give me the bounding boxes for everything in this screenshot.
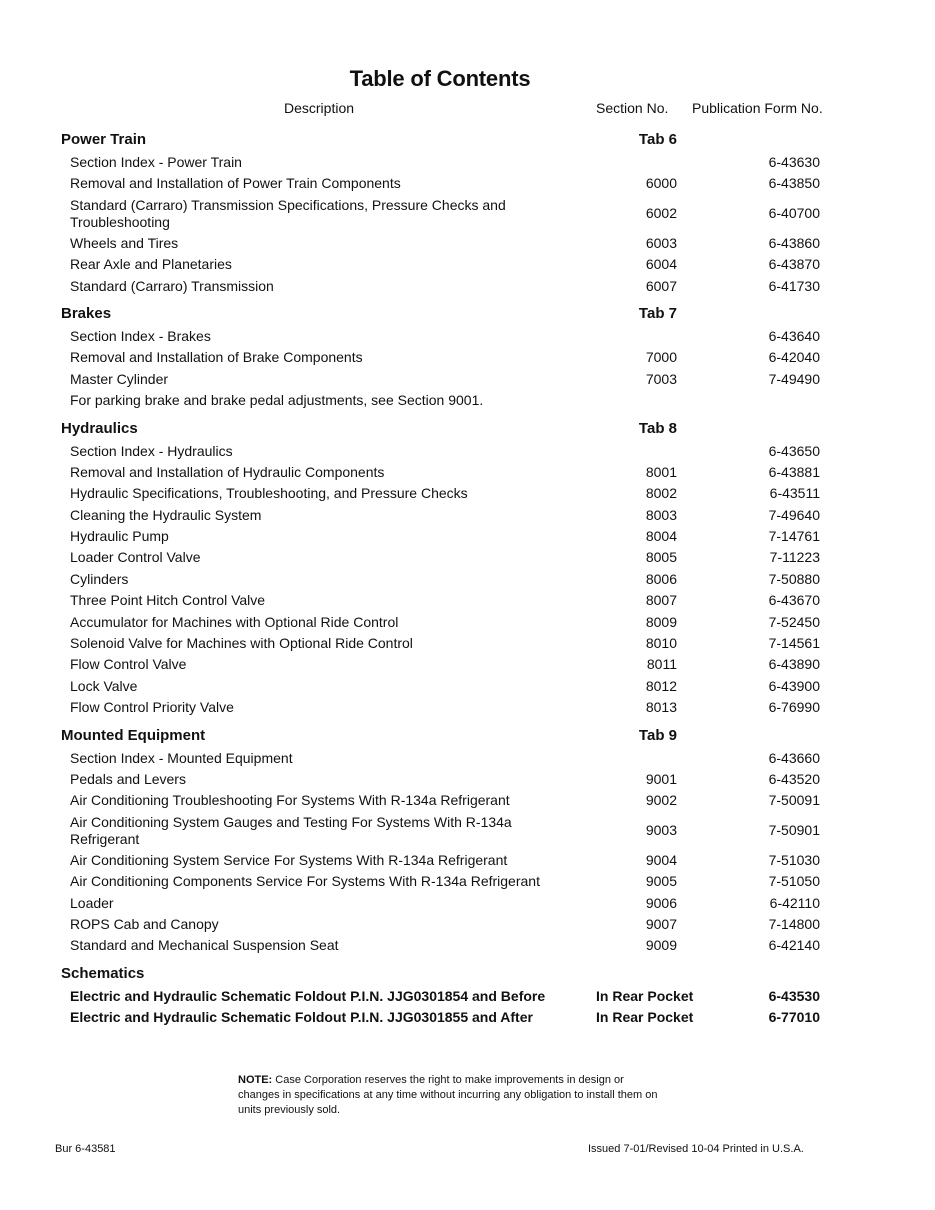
entry-form-no: 7-51030 [768, 851, 820, 868]
toc-entry [0, 347, 935, 368]
entry-description: Section Index - Mounted Equipment [70, 749, 293, 766]
toc-entry [0, 935, 935, 956]
entry-section-no: 8003 [645, 506, 677, 523]
section-name: Schematics [61, 964, 145, 982]
entry-form-no: 6-76990 [768, 699, 820, 716]
entry-description: Standard and Mechanical Suspension Seat [70, 937, 339, 954]
section-heading-power-train [0, 128, 935, 152]
entry-section-no: 6004 [645, 256, 677, 273]
note [238, 1073, 658, 1118]
note-label: NOTE: [238, 1074, 273, 1086]
entry-description: Flow Control Priority Valve [70, 699, 234, 716]
entry-description: Standard (Carraro) Transmission Specifications, Pressure Checks and Troubleshooting [70, 196, 506, 230]
section-name: Mounted Equipment [61, 726, 206, 744]
toc-entry [0, 483, 935, 504]
entry-description: For parking brake and brake pedal adjustments, see Section 9001. [70, 392, 484, 409]
entry-description: Electric and Hydraulic Schematic Foldout P.I.N. JJG0301855 and After [70, 1009, 533, 1026]
toc-entry [0, 173, 935, 194]
entry-description: Electric and Hydraulic Schematic Foldout P.I.N. JJG0301854 and Before [70, 987, 546, 1004]
toc-entry [0, 326, 935, 347]
entry-section-no: 8011 [646, 656, 677, 673]
entry-description: Standard (Carraro) Transmission [70, 277, 274, 294]
section-heading-hydraulics [0, 417, 935, 441]
toc-entry [0, 569, 935, 590]
entry-form-no: 6-43890 [768, 656, 820, 673]
entry-form-no: 6-43511 [769, 485, 820, 502]
toc-entry [0, 612, 935, 633]
column-header-description: Description [284, 100, 355, 116]
toc-entry [0, 369, 935, 390]
entry-description: Section Index - Power Train [70, 154, 242, 170]
entry-description: Loader Control Valve [70, 549, 201, 566]
section-heading-brakes [0, 302, 935, 326]
toc-entry [0, 276, 935, 297]
entry-description: Removal and Installation of Hydraulic Components [70, 463, 385, 480]
entry-form-no: 7-14761 [768, 528, 820, 545]
column-header-publication-form-no: Publication Form No. [692, 100, 823, 116]
toc-entry [0, 152, 935, 173]
entry-section-no: 9006 [645, 894, 677, 911]
toc-entry [0, 676, 935, 697]
entry-description: Pedals and Levers [70, 770, 186, 787]
entry-description: Section Index - Brakes [70, 327, 211, 344]
entry-section-no: 8001 [645, 463, 677, 480]
entry-form-no: 7-50901 [768, 821, 820, 838]
entry-form-no: 6-43870 [768, 256, 820, 273]
section-name: Hydraulics [61, 419, 138, 437]
entry-form-no: 6-40700 [768, 204, 820, 221]
entry-section-no: 8009 [645, 613, 677, 630]
entry-form-no: 6-43881 [768, 463, 820, 480]
entry-description: Air Conditioning System Service For Systems With R-134a Refrigerant [70, 851, 508, 868]
table-of-contents [0, 128, 935, 1029]
entry-section-no: 9005 [645, 873, 677, 890]
entry-section-no: 7000 [645, 349, 677, 366]
entry-section-no: In Rear Pocket [596, 987, 694, 1004]
page-title: Table of Contents [349, 66, 531, 91]
entry-form-no: 7-52450 [768, 613, 820, 630]
entry-section-no: 8012 [645, 677, 677, 694]
entry-section-no: 8002 [645, 485, 677, 502]
entry-description: Cleaning the Hydraulic System [70, 506, 262, 523]
entry-description: Lock Valve [70, 677, 138, 694]
entry-form-no: 6-43530 [768, 987, 820, 1004]
entry-form-no: 7-50880 [768, 570, 820, 587]
column-headers [0, 100, 935, 120]
column-header-section-no: Section No. [596, 100, 669, 116]
entry-section-no: 9007 [645, 915, 677, 932]
entry-form-no: 6-43670 [768, 592, 820, 609]
entry-form-no: 6-43520 [768, 770, 820, 787]
toc-entry [0, 254, 935, 275]
entry-section-no: 9009 [645, 937, 677, 954]
entry-description: Master Cylinder [70, 370, 169, 387]
entry-description: Flow Control Valve [70, 656, 187, 673]
entry-description: Hydraulic Specifications, Troubleshooting, and Pressure Checks [70, 485, 468, 502]
entry-section-no: 9003 [645, 821, 677, 838]
entry-section-no: 8006 [645, 570, 677, 587]
toc-entry [0, 914, 935, 935]
entry-description: Air Conditioning Troubleshooting For Systems With R-134a Refrigerant [70, 792, 510, 809]
entry-form-no: 7-14800 [768, 915, 820, 932]
toc-entry [0, 547, 935, 568]
entry-form-no: 7-50091 [768, 792, 820, 809]
entry-description: Rear Axle and Planetaries [70, 256, 232, 273]
section-tab: Tab 6 [638, 131, 677, 148]
footer-publication-id: Bur 6-43581 [55, 1143, 116, 1155]
toc-entry [0, 633, 935, 654]
entry-description: Accumulator for Machines with Optional Ride Control [70, 613, 399, 630]
entry-form-no: 7-51050 [768, 873, 820, 890]
entry-description: Section Index - Hydraulics [70, 442, 233, 459]
entry-form-no: 6-41730 [768, 277, 820, 294]
entry-form-no: 6-42110 [769, 894, 820, 911]
entry-form-no: 6-43850 [768, 175, 820, 192]
entry-form-no: 6-43630 [768, 154, 820, 170]
entry-section-no: 9004 [645, 851, 677, 868]
entry-section-no: 8010 [645, 635, 677, 652]
entry-form-no: 6-42140 [768, 937, 820, 954]
note-text: Case Corporation reserves the right to make improvements in design or changes in specifications at any time without incurring any obligation to install them on units previously sold. [238, 1074, 658, 1116]
entry-form-no: 7-14561 [768, 635, 820, 652]
entry-description: Wheels and Tires [70, 234, 179, 251]
entry-section-no: 6000 [645, 175, 677, 192]
entry-description: Removal and Installation of Brake Components [70, 349, 363, 366]
entry-description: ROPS Cab and Canopy [70, 915, 219, 932]
entry-description: Hydraulic Pump [70, 528, 169, 545]
entry-form-no: 6-43640 [768, 327, 820, 344]
toc-entry [0, 462, 935, 483]
entry-section-no: 8013 [645, 699, 677, 716]
section-heading-mounted-equipment [0, 724, 935, 748]
toc-entry [0, 233, 935, 254]
entry-form-no: 7-11223 [769, 549, 820, 566]
entry-section-no: 9002 [645, 792, 677, 809]
entry-section-no: 7003 [645, 370, 677, 387]
section-name: Power Train [61, 131, 147, 148]
entry-form-no: 6-43650 [768, 442, 820, 459]
entry-description: Cylinders [70, 570, 129, 587]
entry-form-no: 7-49490 [768, 370, 820, 387]
entry-form-no: 6-77010 [768, 1009, 820, 1026]
entry-description: Solenoid Valve for Machines with Optional Ride Control [70, 635, 413, 652]
section-tab: Tab 9 [638, 726, 677, 744]
toc-entry [0, 195, 935, 233]
toc-entry [0, 505, 935, 526]
entry-description: Three Point Hitch Control Valve [70, 592, 266, 609]
toc-entry [0, 871, 935, 892]
entry-form-no: 6-43860 [768, 234, 820, 251]
toc-entry [0, 697, 935, 718]
entry-section-no: 9001 [645, 770, 677, 787]
section-heading-schematics [0, 962, 935, 986]
toc-entry [0, 590, 935, 611]
entry-description: Loader [70, 894, 114, 911]
toc-entry [0, 441, 935, 462]
toc-entry [0, 526, 935, 547]
toc-entry [0, 812, 935, 850]
entry-form-no: 7-49640 [768, 506, 820, 523]
toc-entry [0, 1007, 935, 1028]
entry-description: Removal and Installation of Power Train Components [70, 175, 401, 192]
section-tab: Tab 8 [638, 419, 677, 437]
entry-section-no: 8004 [645, 528, 677, 545]
toc-entry [0, 790, 935, 811]
toc-entry [0, 986, 935, 1007]
toc-entry [0, 893, 935, 914]
toc-entry [0, 850, 935, 871]
section-tab: Tab 7 [638, 304, 677, 322]
entry-section-no: 6003 [645, 234, 677, 251]
toc-entry [0, 748, 935, 769]
entry-section-no: In Rear Pocket [596, 1009, 694, 1026]
section-name: Brakes [61, 304, 112, 322]
entry-form-no: 6-43660 [768, 749, 820, 766]
entry-form-no: 6-42040 [768, 349, 820, 366]
toc-entry [0, 390, 935, 411]
entry-section-no: 8005 [645, 549, 677, 566]
footer-issue-info: Issued 7-01/Revised 10-04 Printed in U.S.A. [588, 1143, 804, 1155]
entry-section-no: 6002 [645, 204, 677, 221]
entry-section-no: 8007 [645, 592, 677, 609]
entry-description: Air Conditioning System Gauges and Testing For Systems With R-134a Refrigerant [70, 813, 512, 847]
entry-description: Air Conditioning Components Service For Systems With R-134a Refrigerant [70, 873, 540, 890]
entry-form-no: 6-43900 [768, 677, 820, 694]
toc-entry [0, 769, 935, 790]
toc-entry [0, 654, 935, 675]
entry-section-no: 6007 [645, 277, 677, 294]
